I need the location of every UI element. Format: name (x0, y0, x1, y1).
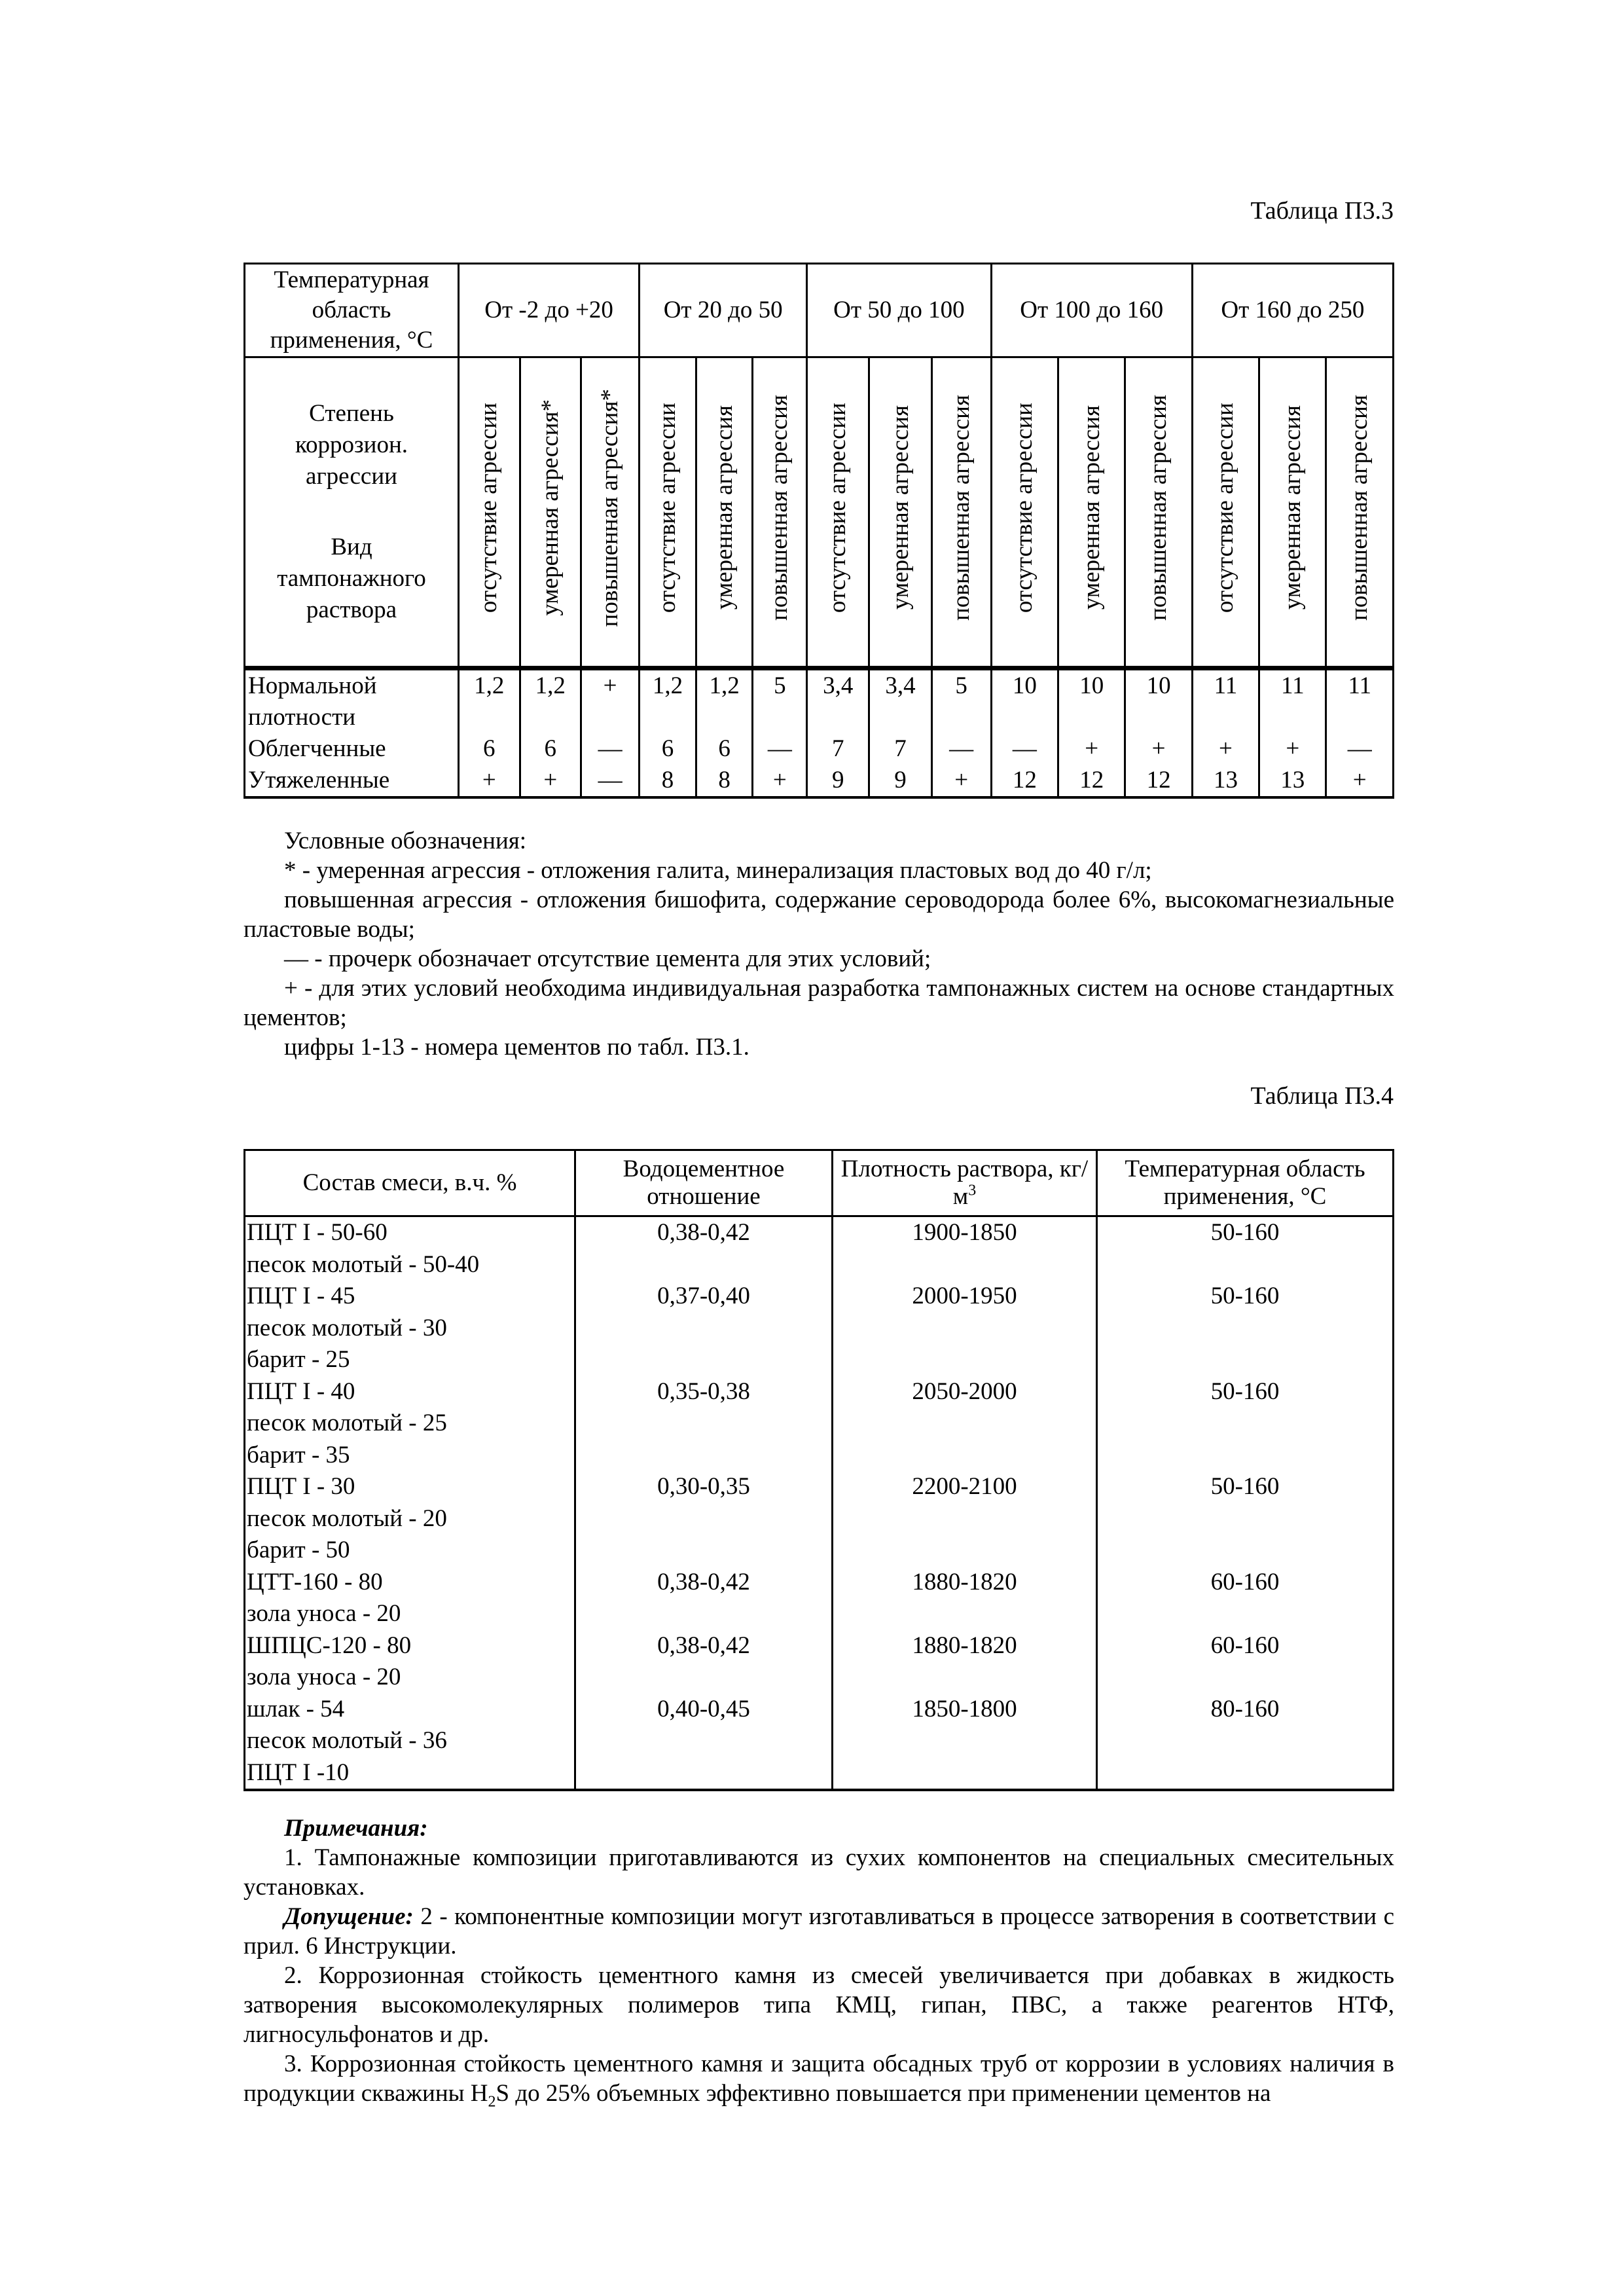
temp-cell: 50-160 (1097, 1471, 1394, 1567)
density-unit-superscript: 3 (968, 1182, 977, 1199)
table-row (245, 1471, 1394, 1567)
composition-component: барит - 50 (247, 1537, 350, 1563)
cement-selection-table (244, 263, 1394, 799)
table-row (245, 1694, 1394, 1791)
aggression-header (1192, 357, 1259, 668)
density-cell: 2000-1950 (833, 1281, 1097, 1376)
composition-cell (245, 1376, 575, 1472)
assumption (244, 1902, 1394, 1961)
cement-number-cell: — (753, 733, 807, 765)
cement-number-cell: 12 (991, 765, 1058, 797)
composition-component: барит - 25 (247, 1346, 350, 1373)
aggression-header (1058, 357, 1125, 668)
cement-number-cell: — (991, 733, 1058, 765)
assumption-label: Допущение: (284, 1903, 414, 1930)
cement-number-cell: 11 (1259, 668, 1326, 734)
aggression-header (807, 357, 869, 668)
cement-number-cell: + (753, 765, 807, 797)
cement-number-cell: 5 (753, 668, 807, 734)
cement-number-cell: 1,2 (520, 668, 581, 734)
aggression-header-label: отсутствие агрессии (824, 402, 852, 613)
aggression-header (696, 357, 753, 668)
cement-number-cell: + (1058, 733, 1125, 765)
temp-cell: 60-160 (1097, 1567, 1394, 1630)
aggression-header (640, 357, 696, 668)
cement-number-cell: 5 (931, 668, 991, 734)
aggression-header-label: отсутствие агрессии (1011, 402, 1038, 613)
cement-number-cell: 12 (1125, 765, 1192, 797)
table-row (245, 1376, 1394, 1472)
cement-number-cell: 3,4 (869, 668, 931, 734)
table-row (245, 1567, 1394, 1630)
cement-number-cell: 1,2 (640, 668, 696, 734)
header-density-label: Плотность раствора, кг/м (840, 1156, 1089, 1210)
legend (244, 826, 1394, 1062)
cement-number-cell: 6 (459, 733, 520, 765)
cement-number-cell: 7 (807, 733, 869, 765)
composition-component: песок молотый - 25 (247, 1410, 447, 1436)
aggression-header (1125, 357, 1192, 668)
cement-number-cell: — (581, 733, 640, 765)
aggression-header-label: повышенная агрессия (1145, 395, 1172, 621)
aggression-header (1259, 357, 1326, 668)
cement-number-cell: + (581, 668, 640, 734)
aggression-header-label: повышенная агрессия (766, 395, 793, 621)
range-header: От 20 до 50 (640, 264, 807, 357)
aggression-header-label: умеренная агрессия (886, 405, 914, 610)
cement-number-cell: 9 (869, 765, 931, 797)
density-cell: 2200-2100 (833, 1471, 1097, 1567)
composition-component: ПЦТ I - 45 (247, 1283, 355, 1309)
composition-component: ПЦТ I - 30 (247, 1473, 355, 1500)
cement-number-cell: + (1326, 765, 1394, 797)
legend-line: — - прочерк обозначает отсутствие цемента для этих условий; (284, 945, 931, 972)
temp-cell: 50-160 (1097, 1281, 1394, 1376)
aggression-header-label: отсутствие агрессии (475, 402, 503, 613)
aggression-header (869, 357, 931, 668)
cement-number-cell: 7 (869, 733, 931, 765)
composition-component: песок молотый - 30 (247, 1314, 447, 1341)
assumption-text: 2 - компонентные композиции могут изготавливаться в процессе затворения в соответствии с прил. 6 Инструкции. (244, 1903, 1394, 1959)
corner-aggression-label: Степень коррозион. агрессии (295, 400, 408, 490)
composition-cell (245, 1567, 575, 1630)
cement-number-cell: 6 (640, 733, 696, 765)
temp-cell: 80-160 (1097, 1694, 1394, 1791)
header-composition: Состав смеси, в.ч. % (245, 1150, 575, 1216)
composition-component: ЦТТ-160 - 80 (247, 1568, 383, 1595)
aggression-header-label: умеренная агрессия (710, 405, 738, 610)
composition-component: песок молотый - 36 (247, 1727, 447, 1754)
aggression-header (1326, 357, 1394, 668)
row-label: Нормальной плотности (245, 668, 459, 734)
legend-line: * - умеренная агрессия - отложения галита, минерализация пластовых вод до 40 г/л; (284, 857, 1152, 884)
cement-number-cell: + (520, 765, 581, 797)
range-header: От 100 до 160 (991, 264, 1192, 357)
cement-number-cell: + (1125, 733, 1192, 765)
aggression-header-label: отсутствие агрессии (654, 402, 681, 613)
composition-component: песок молотый - 50-40 (247, 1250, 480, 1278)
wc-cell: 0,30-0,35 (575, 1471, 833, 1567)
density-cell: 1900-1850 (833, 1216, 1097, 1281)
note-3-subscript: 2 (488, 2093, 496, 2111)
legend-title: Условные обозначения: (284, 828, 527, 854)
composition-cell (245, 1216, 575, 1281)
density-cell: 1850-1800 (833, 1694, 1097, 1791)
temp-cell: 60-160 (1097, 1630, 1394, 1694)
composition-component: зола уноса - 20 (247, 1664, 401, 1690)
notes-title: Примечания: (284, 1815, 428, 1842)
cement-number-cell: 11 (1192, 668, 1259, 734)
cement-number-cell: + (1259, 733, 1326, 765)
corner-header-aggression-type (245, 357, 459, 668)
header-water-cement-ratio: Водоцементное отношение (575, 1150, 833, 1216)
aggression-header (931, 357, 991, 668)
range-header: От 50 до 100 (807, 264, 992, 357)
aggression-header-label: отсутствие агрессии (1212, 402, 1239, 613)
wc-cell: 0,40-0,45 (575, 1694, 833, 1791)
cement-number-cell: 8 (696, 765, 753, 797)
table-row (245, 733, 1394, 765)
density-cell: 1880-1820 (833, 1567, 1097, 1630)
temp-cell: 50-160 (1097, 1216, 1394, 1281)
composition-component: зола уноса - 20 (247, 1600, 401, 1627)
composition-component: ШПЦС-120 - 80 (247, 1631, 412, 1659)
wc-cell: 0,38-0,42 (575, 1567, 833, 1630)
notes (244, 1813, 1394, 2111)
wc-cell: 0,37-0,40 (575, 1281, 833, 1376)
temp-cell: 50-160 (1097, 1376, 1394, 1472)
table-row (245, 1630, 1394, 1694)
legend-line: повышенная агрессия - отложения бишофита, содержание сероводорода более 6%, высокомагнезиальные пластовые воды; (244, 886, 1394, 943)
density-cell: 1880-1820 (833, 1630, 1097, 1694)
table-row (245, 668, 1394, 734)
range-header: От -2 до +20 (459, 264, 640, 357)
range-header: От 160 до 250 (1192, 264, 1393, 357)
cement-number-cell: 9 (807, 765, 869, 797)
table-row (245, 1281, 1394, 1376)
table-row (245, 1216, 1394, 1281)
composition-cell (245, 1471, 575, 1567)
composition-component: ПЦТ I - 50-60 (247, 1219, 388, 1246)
note-3 (244, 2049, 1394, 2111)
wc-cell: 0,35-0,38 (575, 1376, 833, 1472)
cement-number-cell: 10 (1058, 668, 1125, 734)
corner-solution-type-label: Вид тампонажного раствора (277, 534, 426, 623)
legend-line: + - для этих условий необходима индивидуальная разработка тампонажных систем на основе стандартных цементов; (244, 975, 1394, 1031)
header-temperature-range: Температурная область применения, °С (1097, 1150, 1394, 1216)
note-2: 2. Коррозионная стойкость цементного камня из смесей увеличивается при добавках в жидкость затворения высокомолекулярных полимеров типа КМЦ, гипан, ПВС, а также реагентов НТФ, лигносульфонатов и др. (244, 1962, 1394, 2048)
cement-number-cell: — (1326, 733, 1394, 765)
composition-cell (245, 1694, 575, 1791)
aggression-header (991, 357, 1058, 668)
composition-component: барит - 35 (247, 1441, 350, 1468)
legend-line: цифры 1-13 - номера цементов по табл. П3.1. (284, 1034, 749, 1061)
aggression-header-label: повышенная агрессия (947, 395, 975, 621)
cement-number-cell: 6 (696, 733, 753, 765)
row-label: Облегченные (245, 733, 459, 765)
aggression-header-label: умеренная агрессия (1077, 405, 1105, 610)
aggression-header-label: повышенная агрессия (1346, 395, 1373, 621)
cement-number-cell: 3,4 (807, 668, 869, 734)
aggression-header-label: повышенная агрессия* (596, 388, 624, 627)
cement-number-cell: 10 (991, 668, 1058, 734)
table-caption-p3-4: Таблица П3.4 (1250, 1082, 1394, 1110)
composition-cell (245, 1630, 575, 1694)
cement-number-cell: 6 (520, 733, 581, 765)
table-caption-p3-3: Таблица П3.3 (1250, 197, 1394, 225)
cement-number-cell: + (931, 765, 991, 797)
aggression-header (753, 357, 807, 668)
composition-component: песок молотый - 20 (247, 1504, 447, 1532)
wc-cell: 0,38-0,42 (575, 1630, 833, 1694)
composition-component: ПЦТ I -10 (247, 1758, 350, 1786)
cement-number-cell: + (1192, 733, 1259, 765)
cement-number-cell: + (459, 765, 520, 797)
table-row (245, 765, 1394, 797)
composition-component: шлак - 54 (247, 1695, 345, 1722)
cement-number-cell: 11 (1326, 668, 1394, 734)
aggression-header (520, 357, 581, 668)
note-3-text-a: 3. Коррозионная стойкость цементного камня и защита обсадных труб от коррозии в условиях наличия в продукции скважины H (244, 2050, 1394, 2107)
cement-number-cell: 13 (1259, 765, 1326, 797)
cement-number-cell: 1,2 (459, 668, 520, 734)
corner-header-temperature: Температурная область применения, °С (245, 264, 459, 357)
aggression-header (459, 357, 520, 668)
cement-number-cell: 10 (1125, 668, 1192, 734)
wc-cell: 0,38-0,42 (575, 1216, 833, 1281)
cement-number-cell: 12 (1058, 765, 1125, 797)
cement-number-cell: 1,2 (696, 668, 753, 734)
cement-mix-table (244, 1149, 1394, 1791)
density-cell: 2050-2000 (833, 1376, 1097, 1472)
aggression-header-label: умеренная агрессия* (536, 399, 564, 616)
row-label: Утяжеленные (245, 765, 459, 797)
aggression-header-label: умеренная агрессия (1278, 405, 1306, 610)
aggression-header (581, 357, 640, 668)
cement-number-cell: 13 (1192, 765, 1259, 797)
cement-number-cell: — (931, 733, 991, 765)
note-3-text-b: S до 25% объемных эффективно повышается при применении цементов на (496, 2080, 1271, 2107)
cement-number-cell: — (581, 765, 640, 797)
note-1: 1. Тампонажные композиции приготавливаются из сухих компонентов на специальных смесительных установках. (244, 1844, 1394, 1901)
cement-number-cell: 8 (640, 765, 696, 797)
header-density (833, 1150, 1097, 1216)
composition-component: ПЦТ I - 40 (247, 1377, 355, 1405)
composition-cell (245, 1281, 575, 1376)
